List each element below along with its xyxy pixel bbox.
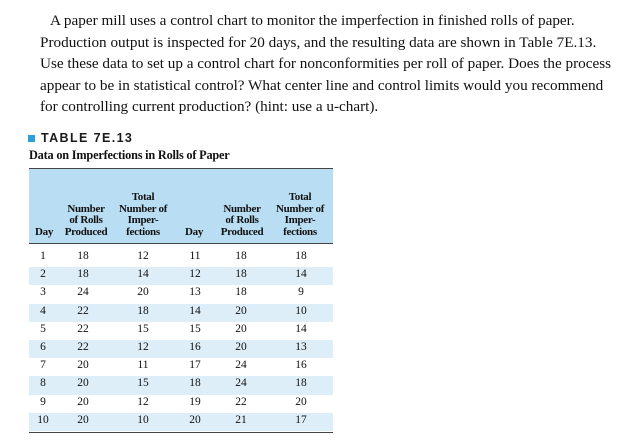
day-cell: 6 bbox=[40, 340, 46, 353]
imperfections-cell: 16 bbox=[295, 359, 307, 372]
day-cell: 8 bbox=[40, 377, 46, 390]
rolls-cell: 18 bbox=[235, 250, 247, 262]
day-cell: 1 bbox=[40, 250, 46, 262]
header-day-right: Day bbox=[184, 225, 204, 238]
imperfections-cell: 15 bbox=[137, 322, 149, 335]
rolls-cell: 22 bbox=[77, 322, 89, 335]
day-cell: 16 bbox=[189, 340, 201, 353]
day-cell: 12 bbox=[189, 268, 201, 281]
imperfections-cell: 14 bbox=[295, 322, 307, 335]
day-cell: 14 bbox=[189, 304, 201, 317]
imperfections-cell: 11 bbox=[137, 359, 149, 372]
header-rolls-right: Number of Rolls Produced bbox=[220, 202, 264, 238]
day-cell: 3 bbox=[40, 286, 46, 299]
table-caption: Data on Imperfections in Rolls of Paper bbox=[29, 148, 230, 162]
imperfections-cell: 10 bbox=[295, 304, 307, 317]
imperfections-cell: 18 bbox=[295, 250, 307, 262]
table-row bbox=[29, 304, 333, 322]
imperfections-cell: 17 bbox=[295, 413, 307, 426]
rolls-cell: 20 bbox=[77, 377, 89, 390]
day-cell: 10 bbox=[37, 413, 49, 426]
day-cell: 11 bbox=[189, 250, 201, 262]
imperfections-cell: 15 bbox=[137, 377, 149, 390]
problem-statement: A paper mill uses a control chart to monitor the imperfection in finished rolls of paper. Production output is inspected for 20 days, and the resulting data are shown in Table 7E.13. Use these data to set up a control chart for nonconformities per roll of paper. Does the process appear to be in statistical control? What center line and control limits would you recommend for controlling current production? (hint: use a u-chart). bbox=[40, 12, 612, 116]
header-imperfections-right: Total Number of Imper- fections bbox=[275, 191, 325, 238]
rolls-cell: 20 bbox=[77, 395, 89, 408]
rolls-cell: 18 bbox=[235, 286, 247, 299]
table-bottom-rule bbox=[29, 432, 333, 433]
rolls-cell: 20 bbox=[235, 304, 247, 317]
imperfections-cell: 20 bbox=[295, 395, 307, 408]
rolls-cell: 21 bbox=[235, 413, 247, 426]
rolls-cell: 22 bbox=[77, 304, 89, 317]
day-cell: 18 bbox=[189, 377, 201, 390]
rolls-cell: 20 bbox=[235, 322, 247, 335]
day-cell: 20 bbox=[189, 413, 201, 426]
table-row bbox=[29, 358, 333, 376]
day-cell: 19 bbox=[189, 395, 201, 408]
header-day-left: Day bbox=[34, 225, 54, 238]
rolls-cell: 20 bbox=[77, 413, 89, 426]
day-cell: 17 bbox=[189, 359, 201, 372]
imperfections-cell: 20 bbox=[137, 286, 149, 299]
imperfections-cell: 14 bbox=[137, 268, 149, 281]
table-label bbox=[28, 131, 133, 145]
table-row bbox=[29, 249, 333, 267]
rolls-cell: 18 bbox=[77, 250, 89, 262]
rolls-cell: 20 bbox=[235, 340, 247, 353]
rolls-cell: 24 bbox=[235, 377, 247, 390]
imperfections-cell: 12 bbox=[137, 395, 149, 408]
table-row bbox=[29, 413, 333, 431]
rolls-cell: 22 bbox=[77, 340, 89, 353]
day-cell: 9 bbox=[40, 395, 46, 408]
header-rolls-left: Number of Rolls Produced bbox=[64, 202, 108, 238]
table-body bbox=[29, 249, 333, 431]
imperfections-cell: 12 bbox=[137, 340, 149, 353]
day-cell: 7 bbox=[40, 359, 46, 372]
day-cell: 5 bbox=[40, 322, 46, 335]
imperfections-cell: 9 bbox=[298, 286, 304, 299]
imperfections-cell: 14 bbox=[295, 268, 307, 281]
header-imperfections-left: Total Number of Imper- fections bbox=[118, 191, 168, 238]
table-row bbox=[29, 340, 333, 358]
imperfections-cell: 13 bbox=[295, 340, 307, 353]
imperfections-cell: 18 bbox=[295, 377, 307, 390]
rolls-cell: 24 bbox=[77, 286, 89, 299]
rolls-cell: 22 bbox=[235, 395, 247, 408]
rolls-cell: 18 bbox=[77, 268, 89, 281]
day-cell: 2 bbox=[40, 268, 46, 281]
rolls-cell: 24 bbox=[235, 359, 247, 372]
table-row bbox=[29, 285, 333, 303]
day-cell: 15 bbox=[189, 322, 201, 335]
day-cell: 4 bbox=[40, 304, 46, 317]
imperfections-cell: 12 bbox=[137, 250, 149, 262]
rolls-cell: 20 bbox=[77, 359, 89, 372]
table-label-square-icon bbox=[28, 135, 35, 142]
table-label-text: TABLE 7E.13 bbox=[41, 131, 134, 145]
rolls-cell: 18 bbox=[235, 268, 247, 281]
day-cell: 13 bbox=[189, 286, 201, 299]
table-row bbox=[29, 322, 333, 340]
table-header bbox=[29, 168, 333, 244]
imperfections-cell: 18 bbox=[137, 304, 149, 317]
table-row bbox=[29, 395, 333, 413]
table-row bbox=[29, 267, 333, 285]
imperfections-cell: 10 bbox=[137, 413, 149, 426]
table-row bbox=[29, 376, 333, 394]
